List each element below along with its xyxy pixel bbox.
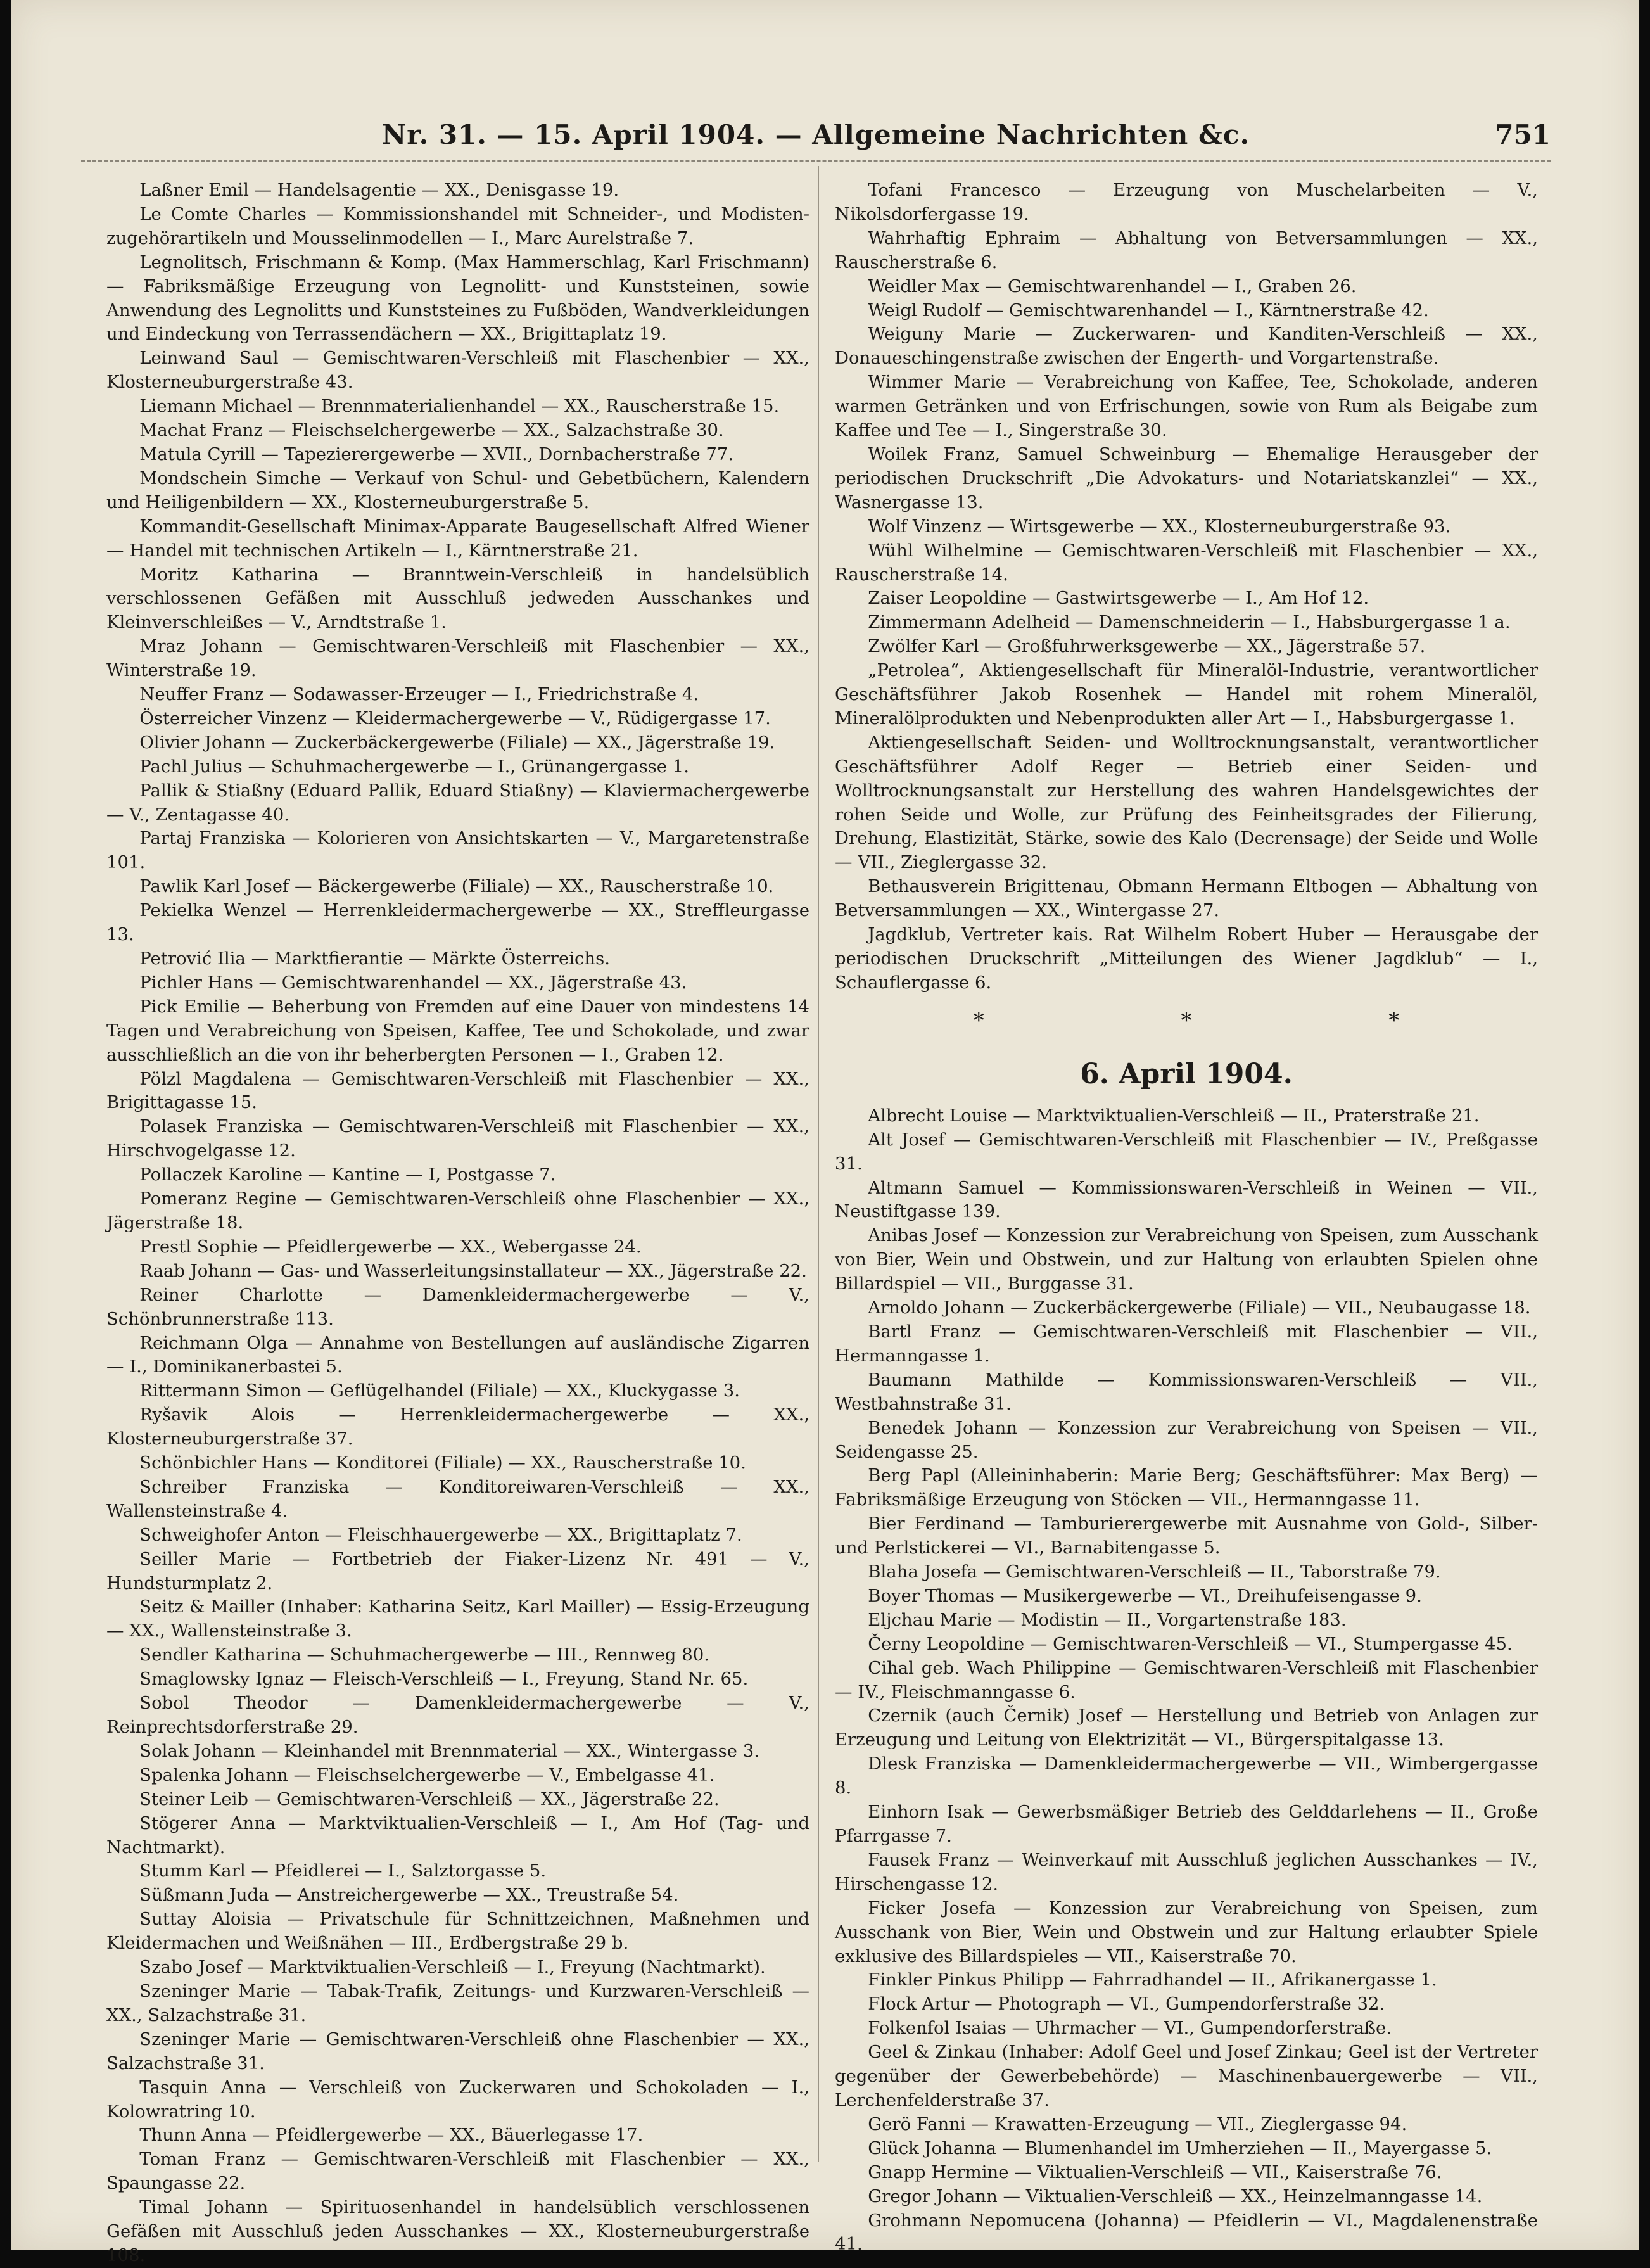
notice-entry: Weigl Rudolf — Gemischtwarenhandel — I., Kärntnerstraße 42. xyxy=(868,300,1429,321)
notice-entry: „Petrolea“, Aktiengesellschaft für Mineralöl-Industrie, verantwortlicher Geschäftsführer Jakob Rosenhek — Handel mit rohem Mineralöl, Mineralölprodukten und Nebenprodukten aller Art — I., Habsburgergasse 1. xyxy=(835,660,1538,729)
notice-entry: Moritz Katharina — Branntwein-Verschleiß in handelsüblich verschlossenen Gefäßen mit Ausschluß jedweden Ausschankes und Kleinverschleißes — V., Arndtstraße 1. xyxy=(106,564,809,633)
notice-entry: Weidler Max — Gemischtwarenhandel — I., Graben 26. xyxy=(868,276,1357,296)
notice-entry: Petrović Ilia — Marktfierantie — Märkte Österreichs. xyxy=(139,948,610,969)
notice-entry: Altmann Samuel — Kommissionswaren-Verschleiß in Weinen — VII., Neustiftgasse 139. xyxy=(835,1177,1538,1222)
notice-entry: Raab Johann — Gas- und Wasserleitungsinstallateur — XX., Jägerstraße 22. xyxy=(139,1260,807,1281)
notice-entry: Reiner Charlotte — Damenkleidermachergewerbe — V., Schönbrunnerstraße 113. xyxy=(106,1284,809,1329)
notice-entry: Gregor Johann — Viktualien-Verschleiß — XX., Heinzelmanngasse 14. xyxy=(868,2186,1483,2207)
notice-entry: Glück Johanna — Blumenhandel im Umherziehen — II., Mayergasse 5. xyxy=(868,2137,1492,2158)
notice-entry: Alt Josef — Gemischtwaren-Verschleiß mit Flaschenbier — IV., Preßgasse 31. xyxy=(835,1129,1538,1174)
notice-entry: Olivier Johann — Zuckerbäckergewerbe (Filiale) — XX., Jägerstraße 19. xyxy=(139,732,775,753)
left-column xyxy=(106,179,809,2265)
notice-entry: Suttay Aloisia — Privatschule für Schnittzeichnen, Maßnehmen und Kleidermachen und Weißnähen — III., Erdbergstraße 29 b. xyxy=(106,1909,809,1954)
notice-entry: Leinwand Saul — Gemischtwaren-Verschleiß mit Flaschenbier — XX., Klosterneuburgerstraße 43. xyxy=(106,348,809,393)
right-column xyxy=(835,179,1538,2255)
notice-entry: Albrecht Louise — Marktviktualien-Verschleiß — II., Praterstraße 21. xyxy=(868,1105,1480,1126)
notice-entry: Toman Franz — Gemischtwaren-Verschleiß mit Flaschenbier — XX., Spaungasse 22. xyxy=(106,2149,809,2194)
notice-entry: Cihal geb. Wach Philippine — Gemischtwaren-Verschleiß mit Flaschenbier — IV., Fleischmanngasse 6. xyxy=(835,1657,1538,1702)
column-divider xyxy=(818,166,819,2162)
notice-entry: Matula Cyrill — Tapezierergewerbe — XVII., Dornbacherstraße 77. xyxy=(139,443,734,464)
notice-entry: Berg Papl (Alleininhaberin: Marie Berg; Geschäftsführer: Max Berg) — Fabriksmäßige Erzeugung von Stöcken — VII., Hermanngasse 11. xyxy=(835,1465,1538,1510)
section-heading: 6. April 1904. xyxy=(1080,1057,1293,1090)
notice-entry: Wühl Wilhelmine — Gemischtwaren-Verschleiß mit Flaschenbier — XX., Rauscherstraße 14. xyxy=(835,540,1538,585)
header-rule xyxy=(81,160,1551,162)
notice-entry: Österreicher Vinzenz — Kleidermachergewerbe — V., Rüdigergasse 17. xyxy=(139,708,771,729)
notice-entry: Kommandit-Gesellschaft Minimax-Apparate Baugesellschaft Alfred Wiener — Handel mit technischen Artikeln — I., Kärntnerstraße 21. xyxy=(106,516,809,561)
notice-entry: Pallik & Stiaßny (Eduard Pallik, Eduard Stiaßny) — Klaviermachergewerbe — V., Zentagasse 40. xyxy=(106,780,809,825)
notice-entry: Wahrhaftig Ephraim — Abhaltung von Betversammlungen — XX., Rauscherstraße 6. xyxy=(835,227,1538,272)
notice-entry: Smaglowsky Ignaz — Fleisch-Verschleiß — I., Freyung, Stand Nr. 65. xyxy=(139,1669,749,1690)
notice-entry: Zimmermann Adelheid — Damenschneiderin — I., Habsburgergasse 1 a. xyxy=(868,612,1511,633)
notice-entry: Sobol Theodor — Damenkleidermachergewerbe — V., Reinprechtsdorferstraße 29. xyxy=(106,1693,809,1737)
page-sheet xyxy=(11,0,1639,2265)
running-title: Nr. 31. — 15. April 1904. — Allgemeine Nachrichten &c. xyxy=(381,119,1250,150)
notice-entry: Laßner Emil — Handelsagentie — XX., Denisgasse 19. xyxy=(139,180,619,200)
notice-entry: Pollaczek Karoline — Kantine — I, Postgasse 7. xyxy=(139,1164,556,1185)
notice-entry: Prestl Sophie — Pfeidlergewerbe — XX., Webergasse 24. xyxy=(139,1236,642,1257)
notice-entry: Pawlik Karl Josef — Bäckergewerbe (Filiale) — XX., Rauscherstraße 10. xyxy=(139,876,774,897)
notice-entry: Pölzl Magdalena — Gemischtwaren-Verschleiß mit Flaschenbier — XX., Brigittagasse 15. xyxy=(106,1068,809,1113)
notice-entry: Fausek Franz — Weinverkauf mit Ausschluß jeglichen Ausschankes — IV., Hirschengasse 12. xyxy=(835,1849,1538,1894)
notice-entry: Ficker Josefa — Konzession zur Verabreichung von Speisen, zum Ausschank von Bier, Wein und Obstwein und zur Haltung erlaubter Spiele exklusive des Billardspieles — VII., Kaiserstraße 70. xyxy=(835,1897,1538,1966)
notice-entry: Seitz & Mailler (Inhaber: Katharina Seitz, Karl Mailler) — Essig-Erzeugung — XX., Wallensteinstraße 3. xyxy=(106,1596,809,1641)
notice-entry: Bethausverein Brigittenau, Obmann Hermann Eltbogen — Abhaltung von Betversammlungen — XX., Wintergasse 27. xyxy=(835,876,1538,921)
notice-entry: Zwölfer Karl — Großfuhrwerksgewerbe — XX., Jägerstraße 57. xyxy=(868,636,1426,657)
notice-entry: Timal Johann — Spirituosenhandel in handelsüblich verschlossenen Gefäßen mit Ausschluß jeden Ausschankes — XX., Klosterneuburgerstraße 108. xyxy=(106,2197,809,2265)
notice-entry: Legnolitsch, Frischmann & Komp. (Max Hammerschlag, Karl Frischmann) — Fabriksmäßige Erzeugung von Legnolitt- und Kunststeinen, sowie Anwendung des Legnolitts und Kunststeines zu Fußböden, Wandverkleidungen und Eindeckung von Terrassendächern — XX., Brigittaplatz 19. xyxy=(106,252,809,345)
notice-entry: Pichler Hans — Gemischtwarenhandel — XX., Jägerstraße 43. xyxy=(139,972,687,993)
notice-entry: Bartl Franz — Gemischtwaren-Verschleiß mit Flaschenbier — VII., Hermanngasse 1. xyxy=(835,1321,1538,1366)
notice-entry: Szeninger Marie — Tabak-Trafik, Zeitungs- und Kurzwaren-Verschleiß — XX., Salzachstraße 31. xyxy=(106,1980,809,2025)
notice-entry: Süßmann Juda — Anstreichergewerbe — XX., Treustraße 54. xyxy=(139,1885,679,1906)
notice-entry: Szeninger Marie — Gemischtwaren-Verschleiß ohne Flaschenbier — XX., Salzachstraße 31. xyxy=(106,2029,809,2074)
notice-entry: Mraz Johann — Gemischtwaren-Verschleiß mit Flaschenbier — XX., Winterstraße 19. xyxy=(106,636,809,681)
notice-entry: Pekielka Wenzel — Herrenkleidermachergewerbe — XX., Streffleurgasse 13. xyxy=(106,900,809,945)
notice-entry: Mondschein Simche — Verkauf von Schul- und Gebetbüchern, Kalendern und Heiligenbildern — XX., Klosterneuburgerstraße 5. xyxy=(106,468,809,513)
notice-entry: Szabo Josef — Marktviktualien-Verschleiß — I., Freyung (Nachtmarkt). xyxy=(139,1957,766,1978)
notice-entry: Pachl Julius — Schuhmachergewerbe — I., Grünangergasse 1. xyxy=(139,756,690,777)
notice-entry: Černy Leopoldine — Gemischtwaren-Verschleiß — VI., Stumpergasse 45. xyxy=(868,1633,1513,1654)
notice-entry: Spalenka Johann — Fleischselchergewerbe — V., Embelgasse 41. xyxy=(139,1764,715,1785)
notice-entry: Czernik (auch Černik) Josef — Herstellung und Betrieb von Anlagen zur Erzeugung und Leitung von Elektrizität — VI., Bürgerspitalgasse 13. xyxy=(835,1705,1538,1750)
notice-entry: Le Comte Charles — Kommissionshandel mit Schneider-, und Modisten-zugehörartikeln und Mousselinmodellen — I., Marc Aurelstraße 7. xyxy=(106,203,809,248)
notice-entry: Bier Ferdinand — Tamburierergewerbe mit Ausnahme von Gold-, Silber- und Perlstickerei — VI., Barnabitengasse 5. xyxy=(835,1513,1538,1558)
notice-entry: Pomeranz Regine — Gemischtwaren-Verschleiß ohne Flaschenbier — XX., Jägerstraße 18. xyxy=(106,1188,809,1233)
notice-entry: Stögerer Anna — Marktviktualien-Verschleiß — I., Am Hof (Tag- und Nachtmarkt). xyxy=(106,1812,809,1857)
notice-entry: Rittermann Simon — Geflügelhandel (Filiale) — XX., Kluckygasse 3. xyxy=(139,1380,740,1401)
notice-entry: Wolf Vinzenz — Wirtsgewerbe — XX., Klosterneuburgerstraße 93. xyxy=(868,516,1451,537)
notice-entry: Dlesk Franziska — Damenkleidermachergewerbe — VII., Wimbergergasse 8. xyxy=(835,1754,1538,1799)
notice-entry: Arnoldo Johann — Zuckerbäckergewerbe (Filiale) — VII., Neubaugasse 18. xyxy=(868,1297,1531,1318)
notice-entry: Partaj Franziska — Kolorieren von Ansichtskarten — V., Margaretenstraße 101. xyxy=(106,828,809,873)
notice-entry: Gerö Fanni — Krawatten-Erzeugung — VII., Zieglergasse 94. xyxy=(868,2113,1407,2134)
notice-entry: Steiner Leib — Gemischtwaren-Verschleiß — XX., Jägerstraße 22. xyxy=(139,1788,720,1809)
notice-entry: Schönbichler Hans — Konditorei (Filiale) — XX., Rauscherstraße 10. xyxy=(139,1453,746,1474)
notice-entry: Gnapp Hermine — Viktualien-Verschleiß — VII., Kaiserstraße 76. xyxy=(868,2162,1442,2182)
notice-entry: Wimmer Marie — Verabreichung von Kaffee, Tee, Schokolade, anderen warmen Getränken und von Erfrischungen, sowie von Rum als Beigabe zum Kaffee und Tee — I., Singerstraße 30. xyxy=(835,372,1538,441)
notice-entry: Boyer Thomas — Musikergewerbe — VI., Dreihufeisengasse 9. xyxy=(868,1585,1422,1606)
section-separator: * * * xyxy=(973,1007,1495,1033)
notice-entry: Eljchau Marie — Modistin — II., Vorgartenstraße 183. xyxy=(868,1609,1347,1630)
notice-entry: Blaha Josefa — Gemischtwaren-Verschleiß — II., Taborstraße 79. xyxy=(868,1562,1441,1583)
notice-entry: Zaiser Leopoldine — Gastwirtsgewerbe — I., Am Hof 12. xyxy=(868,588,1369,609)
notice-entry: Einhorn Isak — Gewerbsmäßiger Betrieb des Gelddarlehens — II., Große Pfarrgasse 7. xyxy=(835,1802,1538,1846)
notice-entry: Thunn Anna — Pfeidlergewerbe — XX., Bäuerlegasse 17. xyxy=(139,2125,644,2146)
notice-entry: Grohmann Nepomucena (Johanna) — Pfeidlerin — VI., Magdalenenstraße 41. xyxy=(835,2210,1538,2255)
notice-entry: Ryšavik Alois — Herrenkleidermachergewerbe — XX., Klosterneuburgerstraße 37. xyxy=(106,1405,809,1449)
notice-entry: Benedek Johann — Konzession zur Verabreichung von Speisen — VII., Seidengasse 25. xyxy=(835,1417,1538,1462)
notice-entry: Finkler Pinkus Philipp — Fahrradhandel — II., Afrikanergasse 1. xyxy=(868,1970,1437,1991)
notice-entry: Aktiengesellschaft Seiden- und Wolltrocknungsanstalt, verantwortlicher Geschäftsführer Adolf Reger — Betrieb einer Seiden- und Wolltrocknungsanstalt zur Herstellung des wahren Handelsgewichtes der rohen Seide und Wolle, zur Prüfung des Feinheitsgrades der Filierung, Drehung, Elastizität, Stärke, sowie des Kalo (Decrensage) der Seide und Wolle — VII., Zieglergasse 32. xyxy=(835,732,1538,873)
notice-entry: Liemann Michael — Brennmaterialienhandel — XX., Rauscherstraße 15. xyxy=(139,396,780,417)
notice-entry: Seiller Marie — Fortbetrieb der Fiaker-Lizenz Nr. 491 — V., Hundsturmplatz 2. xyxy=(106,1548,809,1593)
notice-entry: Folkenfol Isaias — Uhrmacher — VI., Gumpendorferstraße. xyxy=(868,2018,1392,2039)
notice-entry: Woilek Franz, Samuel Schweinburg — Ehemalige Herausgeber der periodischen Druckschrift „Die Advokaturs- und Notariatskanzlei“ — XX., Wasnergasse 13. xyxy=(835,443,1538,513)
notice-entry: Tofani Francesco — Erzeugung von Muschelarbeiten — V., Nikolsdorfergasse 19. xyxy=(835,180,1538,224)
notice-entry: Neuffer Franz — Sodawasser-Erzeuger — I., Friedrichstraße 4. xyxy=(139,684,699,705)
notice-entry: Machat Franz — Fleischselchergewerbe — XX., Salzachstraße 30. xyxy=(139,420,724,441)
notice-entry: Schweighofer Anton — Fleischhauergewerbe — XX., Brigittaplatz 7. xyxy=(139,1524,742,1545)
notice-entry: Baumann Mathilde — Kommissionswaren-Verschleiß — VII., Westbahnstraße 31. xyxy=(835,1369,1538,1414)
notice-entry: Tasquin Anna — Verschleiß von Zuckerwaren und Schokoladen — I., Kolowratring 10. xyxy=(106,2077,809,2122)
notice-entry: Sendler Katharina — Schuhmachergewerbe — III., Rennweg 80. xyxy=(139,1645,709,1666)
notice-entry: Geel & Zinkau (Inhaber: Adolf Geel und Josef Zinkau; Geel ist der Vertreter gegenüber der Gewerbebehörde) — Maschinenbauergewerbe — VII., Lerchenfelderstraße 37. xyxy=(835,2042,1538,2110)
page-number: 751 xyxy=(1495,119,1551,150)
notice-entry: Stumm Karl — Pfeidlerei — I., Salztorgasse 5. xyxy=(139,1861,547,1882)
notice-entry: Anibas Josef — Konzession zur Verabreichung von Speisen, zum Ausschank von Bier, Wein und Obstwein, und zur Haltung von erlaubten Spielen ohne Billardspiel — VII., Burggasse 31. xyxy=(835,1225,1538,1294)
notice-entry: Flock Artur — Photograph — VI., Gumpendorferstraße 32. xyxy=(868,1994,1385,2015)
notice-entry: Reichmann Olga — Annahme von Bestellungen auf ausländische Zigarren — I., Dominikanerbastei 5. xyxy=(106,1332,809,1377)
notice-entry: Polasek Franziska — Gemischtwaren-Verschleiß mit Flaschenbier — XX., Hirschvogelgasse 12. xyxy=(106,1116,809,1161)
notice-entry: Weiguny Marie — Zuckerwaren- und Kanditen-Verschleiß — XX., Donaueschingenstraße zwischen der Engerth- und Vorgartenstraße. xyxy=(835,324,1538,369)
notice-entry: Jagdklub, Vertreter kais. Rat Wilhelm Robert Huber — Herausgabe der periodischen Druckschrift „Mitteilungen des Wiener Jagdklub“ — I., Schauflergasse 6. xyxy=(835,924,1538,993)
page-header xyxy=(81,106,1551,163)
notice-entry: Solak Johann — Kleinhandel mit Brennmaterial — XX., Wintergasse 3. xyxy=(139,1740,759,1761)
notice-entry: Schreiber Franziska — Konditoreiwaren-Verschleiß — XX., Wallensteinstraße 4. xyxy=(106,1476,809,1521)
notice-entry: Pick Emilie — Beherbung von Fremden auf eine Dauer von mindestens 14 Tagen und Verabreichung von Speisen, Kaffee, Tee und Schokolade, und zwar ausschließlich an die von ihr beherbergten Personen — I., Graben 12. xyxy=(106,996,809,1065)
